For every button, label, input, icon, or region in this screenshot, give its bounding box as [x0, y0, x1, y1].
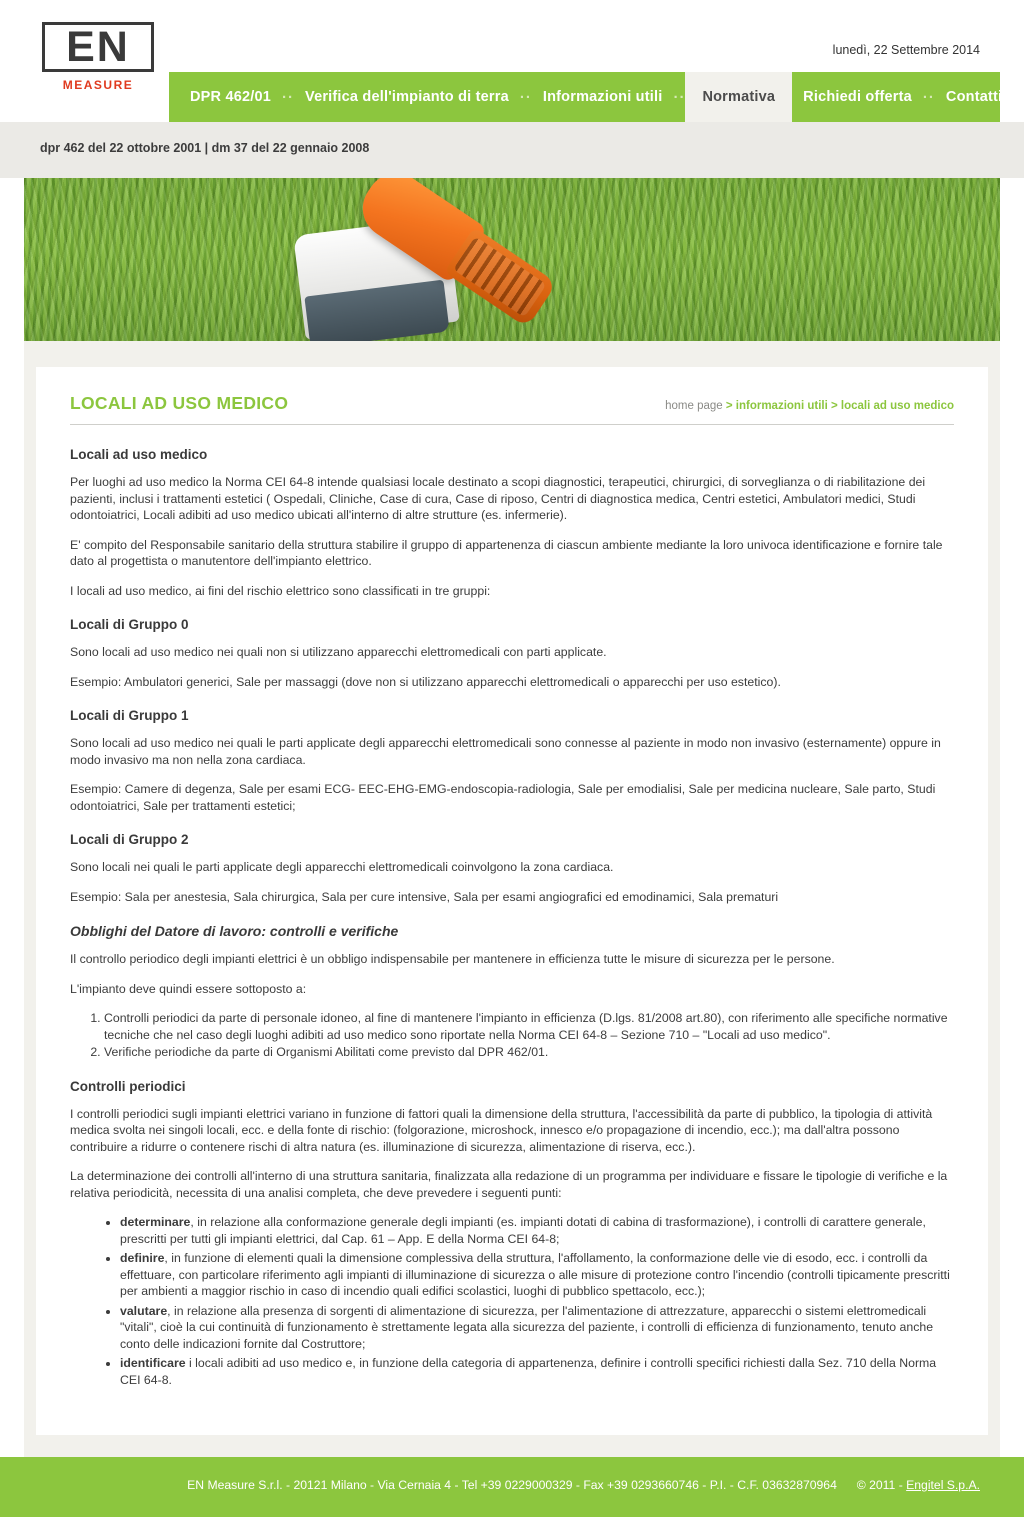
nav-green-band [24, 72, 1003, 122]
content-background [24, 341, 1000, 1457]
nav-item-dpr-462-01[interactable] [179, 72, 282, 122]
list-item-lead: valutare [120, 1303, 168, 1318]
nav-label: DPR 462/01 [190, 89, 271, 105]
heading-gruppo-1: Locali di Gruppo 1 [70, 708, 189, 723]
logo-sub-text: MEASURE [62, 78, 134, 92]
nav-item-richiedi-offerta[interactable] [792, 72, 923, 122]
footer-copyright [857, 1478, 980, 1492]
nav-separator-icon: ·· [922, 88, 935, 106]
nav-item-normativa[interactable] [685, 72, 792, 122]
paragraph-gruppo0-1: Sono locali ad uso medico nei quali non si utilizzano apparecchi elettromedicali con parti applicate. [70, 645, 607, 659]
nav-separator-icon: ·· [282, 88, 294, 106]
paragraph-gruppo1-2: Esempio: Camere di degenza, Sale per esami ECG- EEC-EHG-EMG-endoscopia-radiologia, Sale per emodialisi, Sale per medicina nucleare, Sale parto, Studi odontoiatrici, Sale per trattamenti estetici; [70, 782, 936, 813]
breadcrumb [665, 400, 954, 412]
nav-item-verifica-impianto-terra[interactable] [294, 72, 520, 122]
paragraph-intro-1: Per luoghi ad uso medico la Norma CEI 64-8 intende qualsiasi locale destinato a scopi diagnostici, terapeutici, chirurgici, di sorveglianza o di riabilitazione dei pazienti, inclusi i trattamenti estetici ( Ospedali, Cliniche, Case di cura, Case di riposo, Centri di diagnostica medica, Centri estetici, Ambulatori medici, Studi odontoiatrici, Locali adibiti ad uso medico ubicati all'interno di altre strutture (es. infermerie). [70, 475, 926, 522]
main-navigation [179, 72, 1003, 122]
list-item-lead: definire [120, 1251, 165, 1265]
list-item [120, 1355, 954, 1388]
paragraph-obblighi-1: Il controllo periodico degli impianti elettrici è un obbligo indispensabile per mantenere in efficienza tutte le misure di sicurezza per le persone. [70, 952, 835, 966]
current-date: lunedì, 22 Settembre 2014 [832, 43, 980, 57]
page-title: LOCALI AD USO MEDICO [70, 393, 289, 413]
site-logo[interactable] [24, 0, 169, 122]
sub-header-bar [0, 122, 1024, 178]
bullet-list-punti [70, 1214, 954, 1388]
list-item-text: i locali adibiti ad uso medico e, in funzione della categoria di appartenenza, definire i controlli specifici richiesti dalla Sez. 710 della Norma CEI 64-8. [120, 1356, 937, 1387]
paragraph-intro-2: E' compito del Responsabile sanitario della struttura stabilire il gruppo di appartenenza di ciascun ambiente mediante la loro univoca identificazione e fornire tale dato al progettista o manutentore dell'impianto elettrico. [70, 537, 943, 568]
footer-engitel-link[interactable]: Engitel S.p.A. [906, 1478, 980, 1492]
list-item-lead: determinare [120, 1215, 191, 1229]
logo-graphic [42, 22, 154, 92]
nav-item-informazioni-utili[interactable] [532, 72, 674, 122]
list-item: 2. Verifiche periodiche da parte di Organismi Abilitati come previsto dal DPR 462/01. [104, 1044, 954, 1061]
breadcrumb-path[interactable]: > informazioni utili > locali ad uso medico [725, 400, 954, 412]
measuring-device-graphic [289, 196, 554, 331]
paragraph-controlli-1: I controlli periodici sugli impianti elettrici variano in funzione di fattori quali la dimensione della struttura, l'accessibilità da parte di pubblico, la tipologia di attività medica svolta nei singoli locali, ecc. e della fonte di rischio: (folgorazione, microshock, innesco e/o propagazione di incendio, ecc.); ma dall'altra possono contribuire a ridurre o contenere rischi di altra natura (es. illuminazione di sicurezza, alimentazione di riserva, ecc.). [70, 1106, 933, 1154]
article-container [36, 367, 988, 1435]
heading-controlli-periodici: Controlli periodici [70, 1078, 186, 1094]
list-item [120, 1250, 954, 1300]
list-item-text: , in relazione alla presenza di sorgenti di alimentazione di sicurezza, per l'alimentazione di attrezzature, apparecchi o sistemi elettromedicali "vitali", cioè la cui continuità di funzionamento è strettamente legata alla sicurezza del paziente, i controlli di efficienza di funzionamento, tenuto anche conto delle indicazioni fornite dal Costruttore; [120, 1303, 934, 1351]
heading-gruppo-2: Locali di Gruppo 2 [70, 832, 189, 847]
breadcrumb-home-link[interactable]: home page [665, 400, 723, 412]
ordered-list-obblighi [70, 1010, 954, 1061]
site-footer [0, 1457, 1024, 1517]
list-item-text: , in relazione alla conformazione generale degli impianti (es. impianti dotati di cabina di trasformazione), i controlli di carattere generale, prescritti per tutti gli impianti elettrici, dal Cap. 61 – App. E della Norma CEI 64-8; [120, 1215, 926, 1246]
footer-copyright-text: © 2011 - [856, 1478, 907, 1492]
list-item-lead: identificare [120, 1356, 186, 1370]
paragraph-gruppo2-2: Esempio: Sala per anestesia, Sala chirurgica, Sala per cure intensive, Sala per esami angiografici ed emodinamici, Sala prematuri [70, 889, 779, 904]
title-row [70, 393, 954, 425]
nav-label: Normativa [702, 89, 776, 105]
logo-main-text: EN [42, 22, 154, 72]
nav-label: Richiedi offerta [803, 89, 912, 105]
nav-label: Verifica dell'impianto di terra [305, 89, 509, 105]
nav-label: Informazioni utili [542, 89, 663, 105]
list-item [120, 1303, 954, 1353]
list-item [120, 1214, 954, 1247]
site-header [0, 0, 1024, 122]
list-item-text: , in funzione di elementi quali la dimensione complessiva della struttura, l'affollamento, la conformazione delle vie di esodo, ecc. i controlli da effettuare, con particolare riferimento agli impianti di illuminazione di sicurezza o alle misure di protezione contro l'incendio (controlli tipicamente prescritti per ambienti a maggior rischio in caso di incendio quali edifici scolastici, luoghi di pubblico spettacolo, ecc.); [120, 1251, 950, 1298]
list-item: 1. Controlli periodici da parte di personale idoneo, al fine di mantenere l'impianto in efficienza (D.lgs. 81/2008 art.80), con riferimento alle specifiche normative tecniche che nel caso degli luoghi adibiti ad uso medico sono riportate nella Norma CEI 64-8 – Sezione 710 – "Locali ad uso medico". [104, 1010, 954, 1043]
heading-obblighi-datore-lavoro: Obblighi del Datore di lavoro: controlli e verifiche [70, 923, 399, 939]
paragraph-gruppo0-2: Esempio: Ambulatori generici, Sale per massaggi (dove non si utilizzano apparecchi elettromedicali o apparecchi per uso estetico). [70, 674, 781, 689]
nav-item-contatti[interactable] [935, 72, 1013, 122]
nav-separator-icon: ·· [673, 88, 686, 106]
heading-locali-uso-medico: Locali ad uso medico [70, 447, 208, 462]
heading-gruppo-0: Locali di Gruppo 0 [70, 617, 189, 632]
paragraph-controlli-2: La determinazione dei controlli all'interno di una struttura sanitaria, finalizzata alla redazione di un programma per individuare e fissare le tipologie di verifiche e la relativa periodicità, necessita di una analisi completa, che deve prevedere i seguenti punti: [70, 1169, 948, 1200]
hero-banner-image [24, 178, 1000, 341]
sub-header-text: dpr 462 del 22 ottobre 2001 | dm 37 del 22 gennaio 2008 [40, 141, 370, 155]
paragraph-gruppo1-1: Sono locali ad uso medico nei quali le parti applicate degli apparecchi elettromedicali sono connesse al paziente in modo non invasivo (esternamente) oppure in modo invasivo ma non nella zona cardiaca. [70, 736, 941, 767]
footer-company-info: EN Measure S.r.l. - 20121 Milano - Via Cernaia 4 - Tel +39 0229000329 - Fax +39 0293660746 - P.I. - C.F. 03632870964 [187, 1478, 837, 1492]
paragraph-intro-3: I locali ad uso medico, ai fini del rischio elettrico sono classificati in tre gruppi: [70, 583, 491, 598]
paragraph-gruppo2-1: Sono locali nei quali le parti applicate degli apparecchi elettromedicali coinvolgono la zona cardiaca. [70, 860, 614, 874]
nav-label: Contatti [945, 89, 1003, 105]
paragraph-obblighi-2: L'impianto deve quindi essere sottoposto a: [70, 981, 307, 996]
nav-separator-icon: ·· [519, 88, 532, 106]
